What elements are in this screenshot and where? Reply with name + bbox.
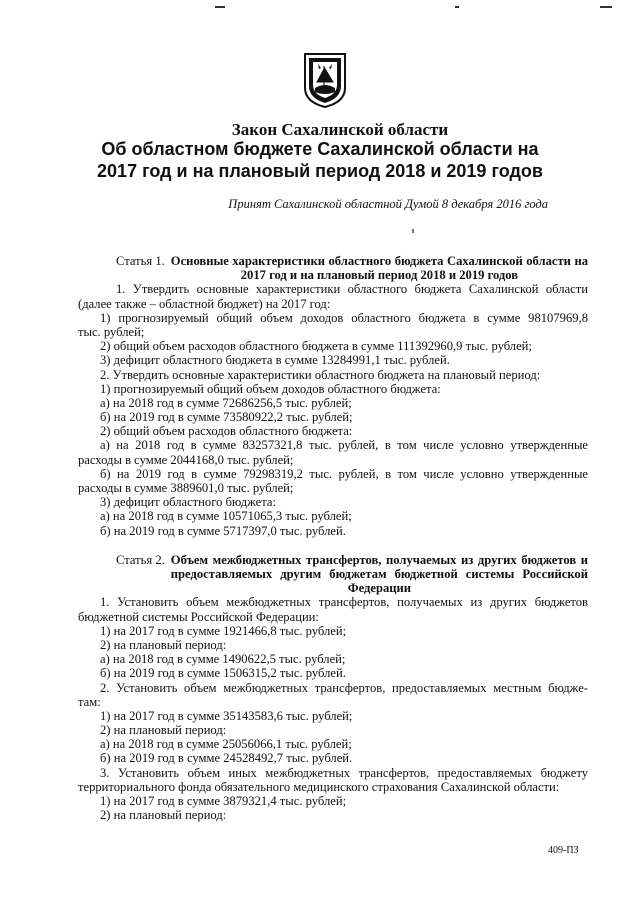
paragraph-line: 2. Утвердить основные характеристики областного бюджета на плановый период: bbox=[100, 367, 541, 382]
paragraph-line: 3. Установить объем иных межбюджетных трансфертов, предоставляемых бюджету bbox=[100, 765, 588, 780]
paragraph-line: б) на 2019 год в сумме 24528492,7 тыс. рублей. bbox=[100, 751, 353, 766]
scan-marks bbox=[0, 6, 640, 18]
paragraph-line: 2) общий объем расходов областного бюджета: bbox=[100, 424, 353, 439]
paragraph-line: 2) на плановый период: bbox=[100, 723, 227, 738]
paragraph-line: б) на 2019 год в сумме 1506315,2 тыс. рублей. bbox=[100, 666, 346, 681]
paragraph-line: б) на 2019 год в сумме 73580922,2 тыс. рублей; bbox=[100, 410, 353, 425]
paragraph-line: 1) прогнозируемый общий объем доходов областного бюджета: bbox=[100, 381, 441, 396]
law-title: Закон Сахалинской области bbox=[231, 120, 449, 139]
paragraph-line: 2. Установить объем межбюджетных трансфертов, предоставляемых местным бюдже- bbox=[100, 680, 588, 695]
paragraph-line: территориального фонда обязательного медицинского страхования Сахалинской области: bbox=[78, 779, 560, 794]
scan-mark bbox=[455, 6, 459, 8]
paragraph-line: а) на 2018 год в сумме 83257321,8 тыс. рублей, в том числе условно утвержденные bbox=[100, 438, 588, 453]
paragraph-line: тыс. рублей; bbox=[78, 324, 145, 339]
paragraph-line: 1) на 2017 год в сумме 35143583,6 тыс. рублей; bbox=[100, 708, 353, 723]
sakhalin-coat-of-arms-icon bbox=[303, 52, 347, 108]
paragraph-line: а) на 2018 год в сумме 25056066,1 тыс. рублей; bbox=[100, 737, 352, 752]
article-1 bbox=[78, 254, 588, 822]
paragraph-line: 2) общий объем расходов областного бюджета в сумме 111392960,9 тыс. рублей; bbox=[100, 339, 532, 354]
article-1-title: Основные характеристики областного бюджета Сахалинской области на 2017 год и на плановый период 2018 и 2019 годов bbox=[170, 254, 588, 283]
paragraph-line: б) на 2019 год в сумме 5717397,0 тыс. рублей. bbox=[100, 523, 346, 538]
paragraph-line: 1. Утвердить основные характеристики областного бюджета Сахалинской области bbox=[116, 282, 588, 297]
paragraph-line: 3) дефицит областного бюджета: bbox=[100, 495, 276, 510]
paragraph-line: б) на 2019 год в сумме 79298319,2 тыс. рублей, в том числе условно утвержденные bbox=[100, 466, 588, 481]
article-1-label: Статья 1. bbox=[116, 254, 165, 268]
adoption-note: Принят Сахалинской областной Думой 8 декабря 2016 года bbox=[228, 197, 548, 211]
law-subject-line-2: 2017 год и на плановый период 2018 и 2019 годов bbox=[97, 161, 543, 181]
paragraph-line: а) на 2018 год в сумме 72686256,5 тыс. рублей; bbox=[100, 395, 352, 410]
paragraph-line: 1) на 2017 год в сумме 1921466,8 тыс. рублей; bbox=[100, 623, 347, 638]
paragraph-line: 2) на плановый период: bbox=[100, 637, 227, 652]
paragraph-line: 1) на 2017 год в сумме 3879321,4 тыс. рублей; bbox=[100, 794, 347, 809]
paragraph-line: расходы в сумме 3889601,0 тыс. рублей; bbox=[78, 481, 294, 496]
law-subject-line-1: Об областном бюджете Сахалинской области на bbox=[101, 139, 539, 159]
article-2-heading bbox=[78, 553, 588, 596]
article-1-paragraphs bbox=[78, 282, 588, 537]
paragraph-line: расходы в сумме 2044168,0 тыс. рублей; bbox=[78, 452, 294, 467]
article-2-paragraphs bbox=[78, 595, 588, 822]
scan-mark bbox=[215, 6, 225, 8]
paragraph-line: а) на 2018 год в сумме 1490622,5 тыс. рублей; bbox=[100, 652, 346, 667]
paragraph-line: 1) прогнозируемый общий объем доходов областного бюджета в сумме 98107969,8 bbox=[100, 310, 588, 325]
article-2-title: Объем межбюджетных трансфертов, получаемых из других бюджетов и предоставляемых другим бюджетам бюджетной системы Российской Федерации bbox=[170, 552, 588, 596]
scan-speck bbox=[412, 229, 414, 233]
spacer bbox=[78, 538, 588, 553]
paragraph-line: 1. Установить объем межбюджетных трансфертов, получаемых из других бюджетов bbox=[100, 595, 588, 610]
paragraph-line: 2) на плановый период: bbox=[100, 808, 227, 823]
paragraph-line: там: bbox=[78, 694, 101, 709]
paragraph-line: бюджетной системы Российской Федерации: bbox=[78, 609, 319, 624]
paragraph-line: 3) дефицит областного бюджета в сумме 13284991,1 тыс. рублей. bbox=[100, 353, 450, 368]
paragraph-line: (далее также – областной бюджет) на 2017 год: bbox=[78, 296, 331, 311]
paragraph-line: а) на 2018 год в сумме 10571065,3 тыс. рублей; bbox=[100, 509, 352, 524]
article-1-heading bbox=[78, 254, 588, 282]
article-2-label: Статья 2. bbox=[116, 552, 165, 567]
scan-mark bbox=[600, 6, 612, 8]
document-code: 409-ПЗ bbox=[548, 845, 579, 856]
